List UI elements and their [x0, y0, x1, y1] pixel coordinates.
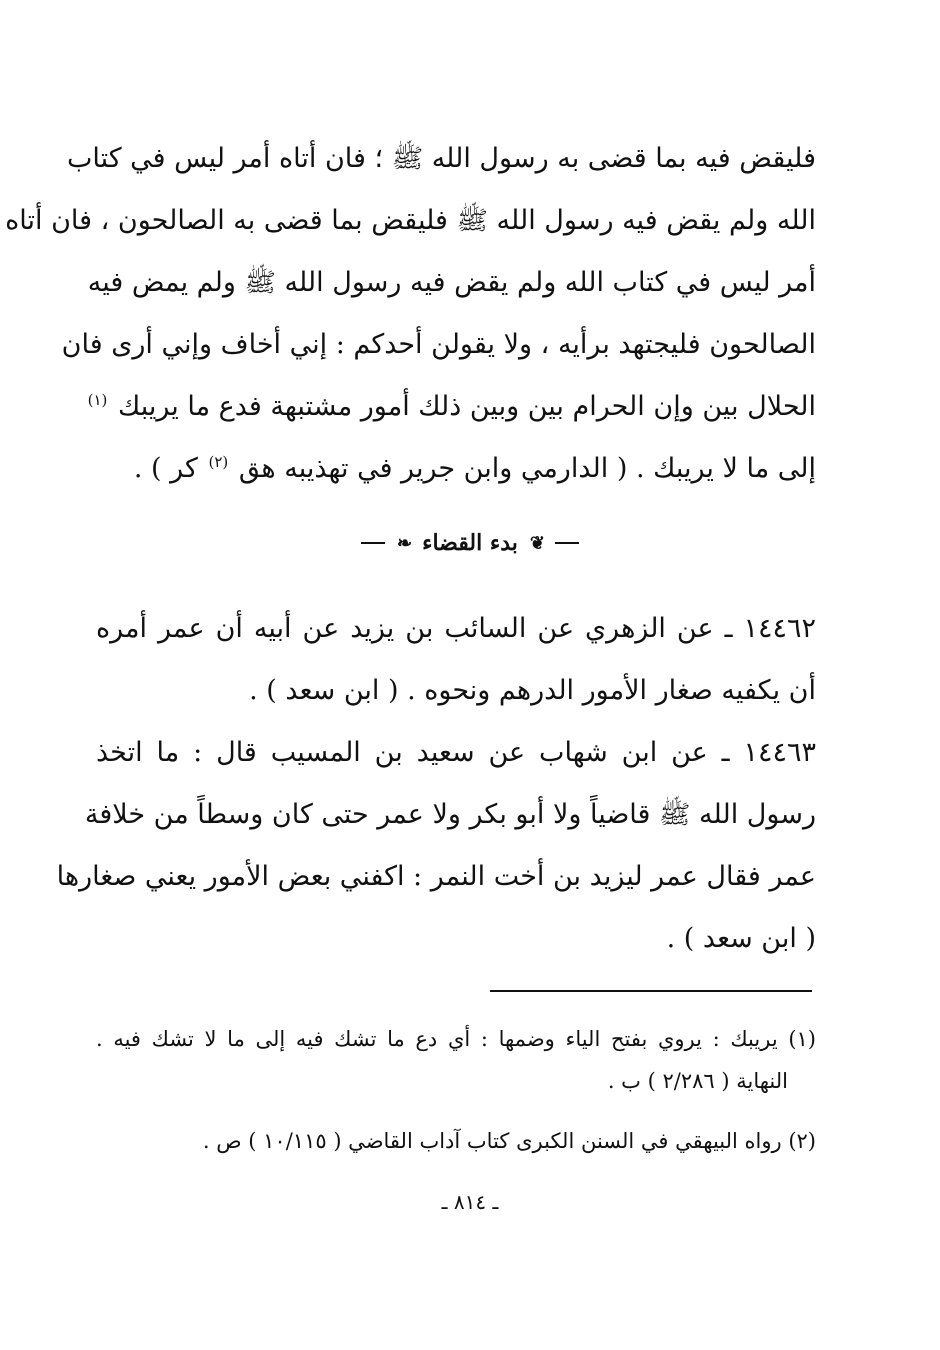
- page-number: ـ ٨١٤ ـ: [441, 1190, 499, 1214]
- intro-line-1-text: فليقض فيه بما قضى به رسول الله: [431, 143, 816, 174]
- hadith-14462: [96, 598, 816, 722]
- salawat-glyph: ﷺ: [659, 800, 691, 830]
- hadith-14463: [56, 722, 816, 970]
- footnote-2-line-1: (٢) رواه البيهقي في السنن الكبرى كتاب آداب القاضي ( ١٠/١١٥ ) ص .: [202, 1129, 816, 1153]
- intro-line-3-tail: ولم يمض فيه: [87, 267, 236, 298]
- section-heading: [270, 520, 670, 566]
- hadith-14463-line-2-text: رسول الله: [699, 799, 816, 830]
- ornament-line-right: [555, 542, 579, 544]
- intro-line-6-tail: كر ) .: [133, 453, 198, 484]
- intro-line-2: [5, 190, 816, 252]
- intro-line-5: [87, 376, 816, 438]
- section-title: بدء القضاء: [422, 530, 518, 556]
- footnote-1: [96, 1018, 816, 1102]
- ornament-line-left: [361, 542, 385, 544]
- intro-line-2-text: الله ولم يقض فيه رسول الله: [496, 205, 816, 236]
- intro-line-1: [66, 128, 816, 190]
- ornament-left-icon: ❧: [397, 532, 411, 554]
- footnote-2: [96, 1120, 816, 1162]
- intro-line-3-text: أمر ليس في كتاب الله ولم يقض فيه رسول الله: [284, 267, 816, 298]
- intro-line-6: [96, 438, 816, 500]
- intro-paragraph: [5, 128, 816, 500]
- intro-line-3: [87, 252, 816, 314]
- hadith-14462-line-2: أن يكفيه صغار الأمور الدرهم ونحوه . ( ابن سعد ) .: [249, 675, 816, 706]
- intro-line-2-tail: فليقض بما قضى به الصالحون ، فان أتاه: [5, 205, 448, 236]
- hadith-14462-line-1: ١٤٤٦٢ ـ عن الزهري عن السائب بن يزيد عن أبيه أن عمر أمره: [96, 613, 816, 644]
- footnote-1-line-1: (١) يريبك : يروي بفتح الياء وضمها : أي دع ما تشك فيه إلى ما لا تشك فيه .: [96, 1027, 816, 1051]
- intro-line-1-tail: ؛ فان أتاه أمر ليس في كتاب: [66, 143, 384, 174]
- hadith-14463-line-1: ١٤٤٦٣ ـ عن ابن شهاب عن سعيد بن المسيب قال : ما اتخذ: [96, 737, 816, 768]
- salawat-glyph: ﷺ: [244, 268, 276, 298]
- footnote-1-line-2: النهاية ( ٢/٢٨٦ ) ب .: [607, 1069, 788, 1093]
- footnote-divider: [490, 990, 812, 992]
- intro-line-4: الصالحون فليجتهد برأيه ، ولا يقولن أحدكم : إني أخاف وإني أرى فان: [61, 329, 816, 360]
- intro-line-6-text: إلى ما لا يريبك . ( الدارمي وابن جرير في تهذيبه هق: [238, 453, 816, 484]
- intro-line-5-text: الحلال بين وإن الحرام بين وبين ذلك أمور مشتبهة فدع ما يريبك: [117, 391, 816, 422]
- salawat-glyph: ﷺ: [391, 144, 424, 174]
- hadith-14463-line-2-tail: قاضياً ولا أبو بكر ولا عمر حتى كان وسطاً من خلافة: [84, 799, 651, 830]
- footnote-mark-2: (٢): [208, 453, 229, 471]
- hadith-14463-line-4: ( ابن سعد ) .: [666, 923, 816, 954]
- salawat-glyph: ﷺ: [456, 206, 488, 236]
- hadith-14463-line-2: [84, 784, 816, 846]
- ornament-right-icon: ❦: [529, 532, 543, 554]
- footnote-mark-1: (١): [87, 391, 108, 409]
- hadith-14463-line-3: عمر فقال عمر ليزيد بن أخت النمر : اكفني بعض الأمور يعني صغارها: [56, 861, 816, 892]
